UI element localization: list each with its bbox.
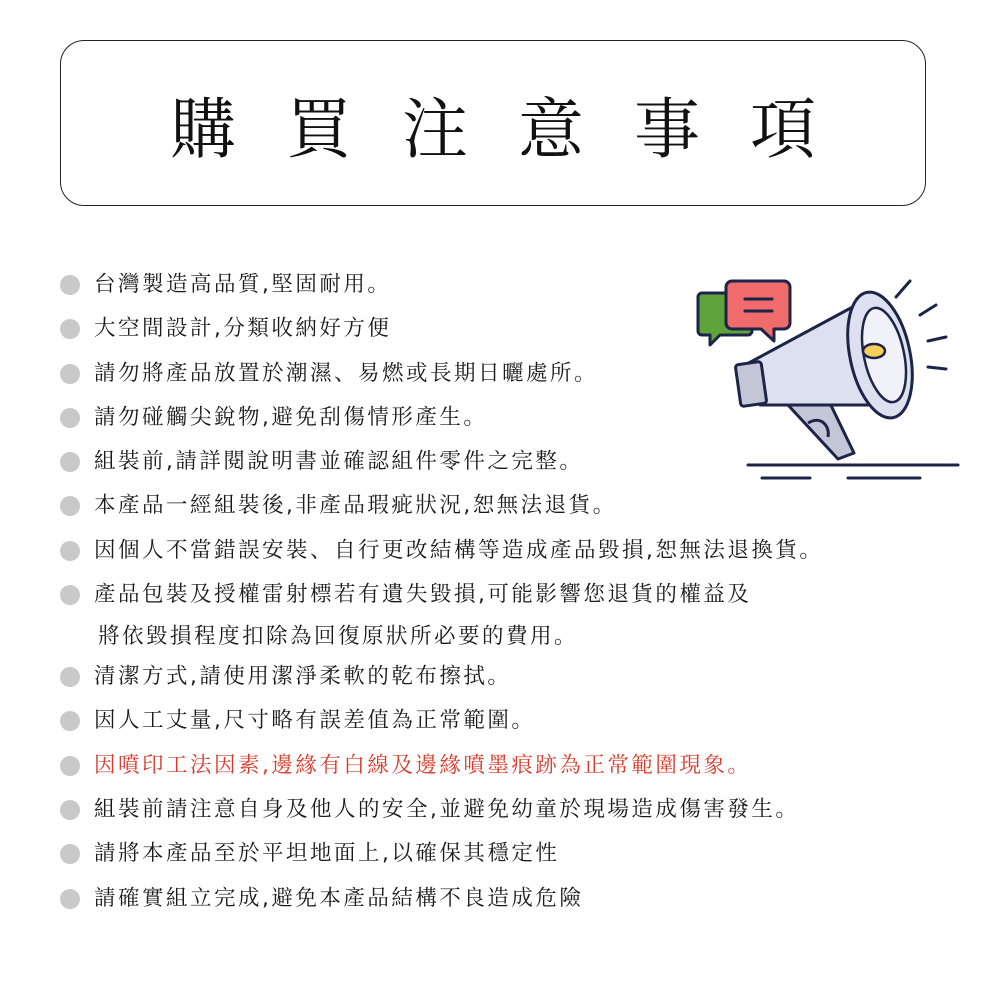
list-item [60, 580, 960, 652]
note-text: 請確實組立完成,避免本產品結構不良造成危險 [94, 885, 584, 911]
bullet-icon [60, 756, 80, 776]
page-title: 購買注意事項 [170, 90, 866, 168]
title-box [60, 40, 926, 206]
note-text: 組裝前,請詳閱說明書並確認組件零件之完整。 [94, 449, 584, 475]
bullet-icon [60, 541, 80, 561]
bullet-icon [60, 452, 80, 472]
list-item [60, 536, 960, 566]
list-item [60, 447, 960, 477]
note-text: 台灣製造高品質,堅固耐用。 [94, 272, 392, 297]
bullet-icon [60, 844, 80, 864]
bullet-icon [60, 711, 80, 731]
bullet-icon [60, 408, 80, 428]
list-item [60, 359, 960, 389]
notes-list [60, 270, 960, 928]
note-text: 本產品一經組裝後,非產品瑕疵狀況,恕無法退貨。 [94, 493, 617, 519]
list-item [60, 491, 960, 521]
note-text: 因噴印工法因素,邊緣有白線及邊緣噴墨痕跡為正常範圍現象。 [94, 752, 752, 778]
list-item [60, 795, 960, 825]
note-text: 清潔方式,請使用潔淨柔軟的乾布擦拭。 [94, 664, 512, 690]
list-item [60, 403, 960, 433]
note-text: 請將本產品至於平坦地面上,以確保其穩定性 [94, 841, 560, 867]
bullet-icon [60, 667, 80, 687]
list-item [60, 839, 960, 869]
bullet-icon [60, 275, 80, 295]
bullet-icon [60, 585, 80, 605]
list-item [60, 706, 960, 736]
bullet-icon [60, 319, 80, 339]
list-item [60, 314, 960, 344]
bullet-icon [60, 800, 80, 820]
bullet-icon [60, 364, 80, 384]
note-text-continued: 將依毀損程度扣除為回復原狀所必要的費用。 [98, 624, 579, 650]
list-item-highlighted [60, 751, 960, 781]
list-item [60, 884, 960, 914]
list-item [60, 662, 960, 692]
note-text: 因人工丈量,尺寸略有誤差值為正常範圍。 [94, 708, 536, 734]
bullet-icon [60, 496, 80, 516]
note-text: 組裝前請注意自身及他人的安全,並避免幼童於現場造成傷害發生。 [94, 796, 800, 822]
list-item [60, 270, 960, 300]
note-text: 因個人不當錯誤安裝、自行更改結構等造成產品毀損,恕無法退換貨。 [94, 537, 824, 563]
note-text: 請勿碰觸尖銳物,避免刮傷情形產生。 [94, 404, 488, 430]
note-text: 大空間設計,分類收納好方便 [94, 316, 392, 342]
note-text: 請勿將產品放置於潮濕、易燃或長期日曬處所。 [94, 360, 599, 386]
note-text: 產品包裝及授權雷射標若有遺失毀損,可能影響您退貨的權益及 [94, 582, 752, 608]
bullet-icon [60, 889, 80, 909]
